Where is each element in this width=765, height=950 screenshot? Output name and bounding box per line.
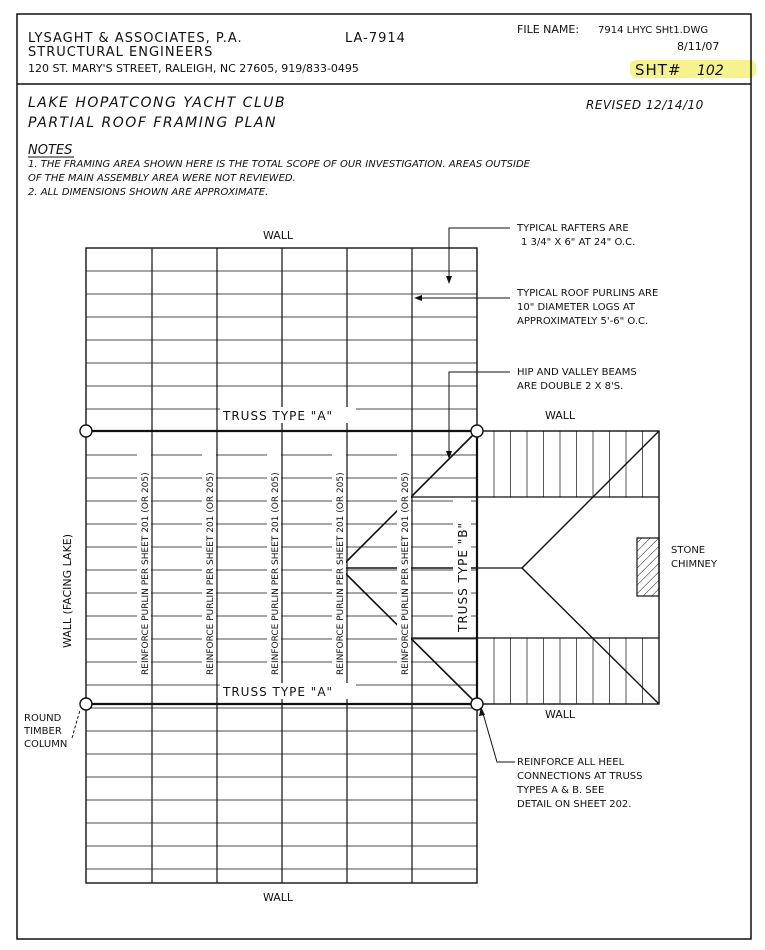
heel-callout-line-4: DETAIL ON SHEET 202. (517, 799, 632, 810)
chimney-label-line-2: CHIMNEY (671, 559, 717, 570)
file-name-value: 7914 LHYC SHt1.DWG (598, 25, 709, 36)
leader-arrowheads (414, 276, 485, 716)
reinforce-purlin-label-5: REINFORCE PURLIN PER SHEET 201 (OR 205) (401, 472, 411, 675)
truss-a-bottom-label: TRUSS TYPE "A" (223, 685, 334, 699)
purlins-callout-line-3: APPROXIMATELY 5'-6" O.C. (517, 316, 649, 327)
heel-callout-line-3: TYPES A & B. SEE (517, 785, 605, 796)
drawing-title: PARTIAL ROOF FRAMING PLAN (28, 115, 277, 131)
wall-top-label: WALL (263, 229, 294, 242)
wall-right-bottom-label: WALL (545, 708, 576, 721)
reinforce-purlin-label-4: REINFORCE PURLIN PER SHEET 201 (OR 205) (336, 472, 346, 675)
note-1-line-2: OF THE MAIN ASSEMBLY AREA WERE NOT REVIEWED. (28, 173, 296, 184)
column-top-left (80, 425, 92, 437)
reinforce-purlin-labels (137, 444, 411, 676)
purlin-lines (152, 248, 412, 883)
stone-chimney (637, 538, 659, 596)
purlins-callout-line-2: 10" DIAMETER LOGS AT (517, 302, 636, 313)
wall-bottom-label: WALL (263, 891, 294, 904)
note-2: 2. ALL DIMENSIONS SHOWN ARE APPROXIMATE. (28, 187, 269, 198)
project-name: LAKE HOPATCONG YACHT CLUB (28, 95, 287, 111)
reinforce-purlin-label-2: REINFORCE PURLIN PER SHEET 201 (OR 205) (206, 472, 216, 675)
heel-callout-line-1: REINFORCE ALL HEEL (517, 757, 625, 768)
purlins-callout-line-1: TYPICAL ROOF PURLINS ARE (517, 288, 659, 299)
firm-type: STRUCTURAL ENGINEERS (28, 45, 214, 60)
sheet-number: 102 (697, 63, 724, 79)
notes-heading: NOTES (28, 143, 73, 158)
revised-date: REVISED 12/14/10 (586, 98, 704, 112)
job-number: LA-7914 (345, 31, 406, 46)
firm-address: 120 ST. MARY'S STREET, RALEIGH, NC 27605, 919/833-0495 (28, 62, 359, 75)
wall-right-top-label: WALL (545, 409, 576, 422)
sheet-date: 8/11/07 (677, 40, 720, 53)
rafters-callout-line-1: TYPICAL RAFTERS ARE (517, 223, 629, 234)
file-name-label: FILE NAME: (517, 23, 580, 36)
truss-b-label: TRUSS TYPE "B" (456, 521, 470, 632)
column-label-line-1: ROUND (24, 713, 62, 724)
column-bottom-left (80, 698, 92, 710)
reinforce-purlin-label-3: REINFORCE PURLIN PER SHEET 201 (OR 205) (271, 472, 281, 675)
firm-name: LYSAGHT & ASSOCIATES, P.A. (28, 31, 243, 46)
hip-callout-line-1: HIP AND VALLEY BEAMS (517, 367, 637, 378)
hip-callout-line-2: ARE DOUBLE 2 X 8'S. (517, 381, 624, 392)
column-label-line-3: COLUMN (24, 739, 68, 750)
note-1-line-1: 1. THE FRAMING AREA SHOWN HERE IS THE TOTAL SCOPE OF OUR INVESTIGATION. AREAS OUTSIDE (28, 159, 530, 170)
column-top-right (471, 425, 483, 437)
reinforce-purlin-label-1: REINFORCE PURLIN PER SHEET 201 (OR 205) (141, 472, 151, 675)
chimney-label-line-1: STONE (671, 545, 706, 556)
wall-left-label: WALL (FACING LAKE) (61, 533, 74, 648)
column-label-line-2: TIMBER (24, 726, 62, 737)
sheet-label: SHT# (635, 61, 682, 79)
truss-a-top-label: TRUSS TYPE "A" (223, 409, 334, 423)
rafters-callout-line-2: 1 3/4" X 6" AT 24" O.C. (521, 237, 636, 248)
heel-callout-line-2: CONNECTIONS AT TRUSS (517, 771, 643, 782)
